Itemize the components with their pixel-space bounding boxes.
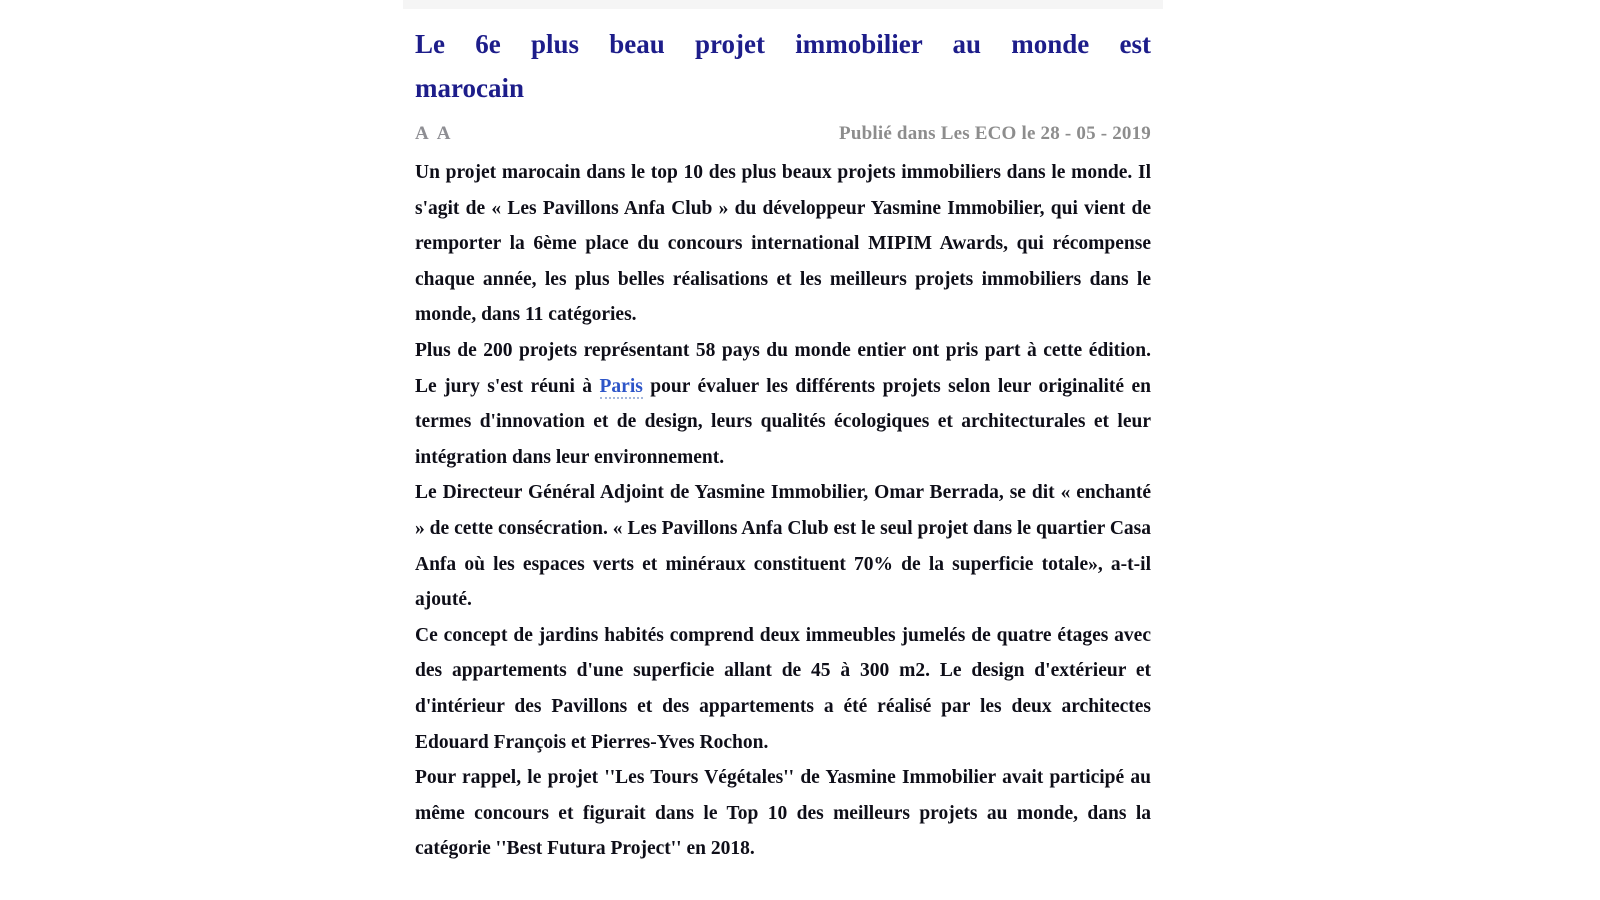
article-body [415, 155, 1151, 867]
article-container [403, 22, 1163, 867]
content-column [403, 0, 1163, 867]
font-size-increase-button[interactable]: A [415, 123, 429, 144]
paragraph-text: Plus de 200 projets représentant 58 pays du monde entier ont pris part à cette édition. Le jury s'est réuni à [415, 339, 1151, 397]
page-title [415, 22, 1151, 110]
top-divider-bar [403, 0, 1163, 9]
article-paragraph [415, 333, 1151, 475]
page-title-line-2: marocain [415, 73, 524, 103]
article-paragraph: Le Directeur Général Adjoint de Yasmine Immobilier, Omar Berrada, se dit « enchanté » de cette consécration. « Les Pavillons Anfa Club est le seul projet dans le quartier Casa Anfa où les espaces verts et minéraux constituent 70% de la superficie totale», a-t-il ajouté. [415, 482, 1151, 611]
page-title-line-1: Le 6e plus beau projet immobilier au monde est [415, 29, 1151, 59]
font-size-controls [415, 123, 450, 145]
published-meta: Publié dans Les ECO le 28 - 05 - 2019 [839, 123, 1151, 144]
article-paragraph: Un projet marocain dans le top 10 des plus beaux projets immobiliers dans le monde. Il s'agit de « Les Pavillons Anfa Club » du développeur Yasmine Immobilier, qui vient de remporter la 6ème place du concours international MIPIM Awards, qui récompense chaque année, les plus belles réalisations et les meilleurs projets immobiliers dans le monde, dans 11 catégories. [415, 162, 1151, 326]
paragraph-text: pour évaluer les différents projets selon leur originalité en termes d'innovation et de design, leurs qualités écologiques et architecturales et leur intégration dans leur environnement. [415, 375, 1151, 468]
article-meta-row [415, 123, 1151, 145]
paris-link[interactable]: Paris [599, 375, 643, 397]
article-paragraph: Pour rappel, le projet ''Les Tours Végétales'' de Yasmine Immobilier avait participé au même concours et figurait dans le Top 10 des meilleurs projets au monde, dans la catégorie ''Best Futura Project'' en 2018. [415, 767, 1151, 860]
font-size-decrease-button[interactable]: A [436, 123, 451, 144]
article-paragraph: Ce concept de jardins habités comprend deux immeubles jumelés de quatre étages avec des appartements d'une superficie allant de 45 à 300 m2. Le design d'extérieur et d'intérieur des Pavillons et des appartements a été réalisé par les deux architectes Edouard François et Pierres-Yves Rochon. [415, 624, 1151, 753]
